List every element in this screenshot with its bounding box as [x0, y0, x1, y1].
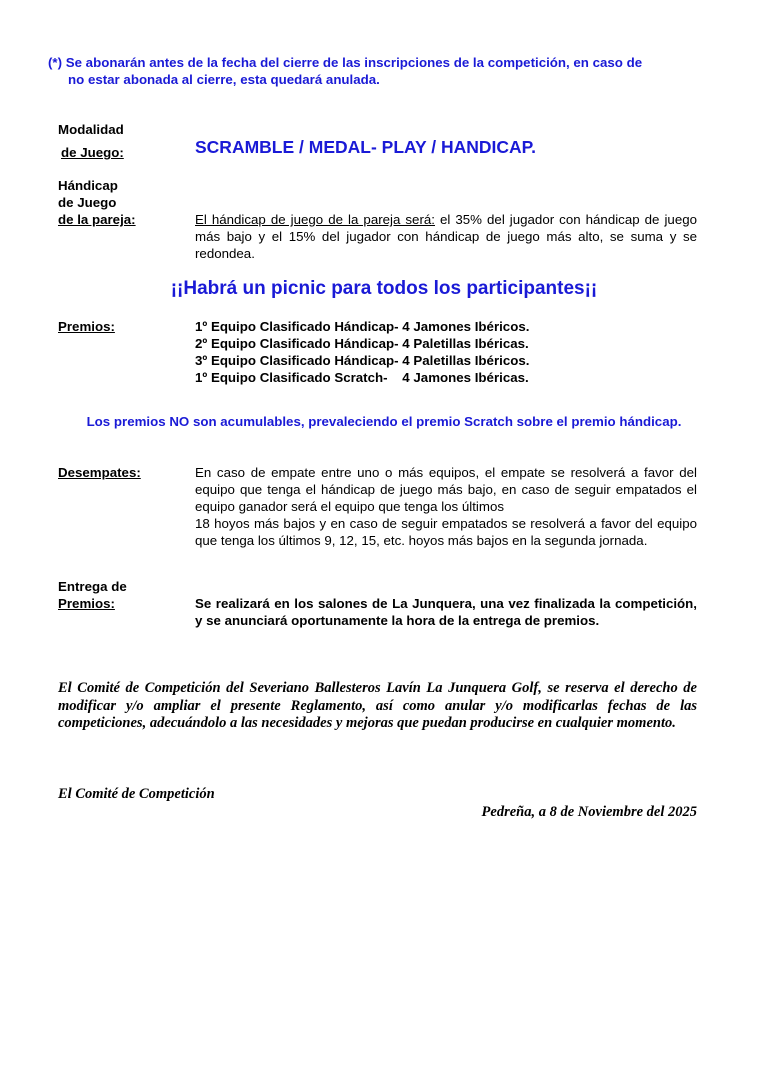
comite-paragraph: El Comité de Competición del Severiano Ballesteros Lavín La Junquera Golf, se reserva el derecho de modificar y/o ampliar el presente Reglamento, así como anular y/o modificarlas fechas de las competiciones, adecuándolo a las necesidades y mejoras que puedan producirse en cualquier momento.: [58, 680, 697, 731]
handicap-text-underlined: El hándicap de juego de la pareja será:: [195, 212, 435, 227]
premio-item: 1º Equipo Clasificado Scratch- 4 Jamones Ibéricas.: [195, 370, 529, 385]
modalidad-label-line1: Modalidad: [58, 122, 124, 137]
payment-note: [48, 54, 708, 88]
entrega-label-line1: Entrega de: [58, 579, 127, 594]
handicap-label-line3: de la pareja:: [58, 212, 136, 227]
entrega-text: Se realizará en los salones de La Junquera, una vez finalizada la competición, y se anunciará oportunamente la hora de la entrega de premios.: [195, 596, 697, 628]
premios-list: [195, 318, 529, 386]
premio-item: 1º Equipo Clasificado Hándicap- 4 Jamones Ibéricos.: [195, 319, 530, 334]
modalidad-label-line2: de Juego:: [61, 145, 124, 160]
modalidad-label: [58, 121, 132, 161]
desempates-text-part2: 18 hoyos más bajos y en caso de seguir empatados se resolverá a favor del equipo que tenga los últimos 9, 12, 15, etc. hoyos más bajos en la segunda jornada.: [195, 516, 697, 548]
picnic-announcement: ¡¡Habrá un picnic para todos los participantes¡¡: [170, 278, 598, 299]
premios-label-text: Premios:: [58, 319, 115, 334]
handicap-text: [195, 211, 697, 262]
handicap-text-rest: el 35% del jugador con hándicap de juego más bajo y el 15% del jugador con hándicap de juego más alto, se suma y se redondea.: [195, 212, 697, 261]
desempates-text: [195, 464, 697, 549]
modalidad-value: SCRAMBLE / MEDAL- PLAY / HANDICAP.: [195, 137, 536, 157]
payment-note-line2: no estar abonada al cierre, esta quedará anulada.: [68, 72, 380, 87]
handicap-label-line1: Hándicap: [58, 178, 118, 193]
premio-item: 3º Equipo Clasificado Hándicap- 4 Paletillas Ibéricos.: [195, 353, 530, 368]
handicap-label-line2: de Juego: [58, 195, 117, 210]
entrega-label: [58, 578, 127, 612]
fecha: Pedreña, a 8 de Noviembre del 2025: [481, 804, 697, 820]
desempates-text-part1: En caso de empate entre uno o más equipos, el empate se resolverá a favor del equipo que tenga el hándicap de juego más bajo, en caso de seguir empatados el equipo ganador será el equipo que tenga los últimos: [195, 465, 697, 514]
handicap-label: [58, 177, 144, 228]
premios-label: [58, 318, 115, 335]
desempates-label: [58, 464, 141, 481]
firma: El Comité de Competición: [58, 786, 215, 802]
payment-note-line1: (*) Se abonarán antes de la fecha del cierre de las inscripciones de la competición, en caso de: [48, 55, 643, 70]
premio-item: 2º Equipo Clasificado Hándicap- 4 Paletillas Ibéricas.: [195, 336, 529, 351]
desempates-label-text: Desempates:: [58, 465, 141, 480]
entrega-label-line2: Premios:: [58, 596, 115, 611]
acumulables-note: Los premios NO son acumulables, prevaleciendo el premio Scratch sobre el premio hándicap.: [86, 414, 682, 429]
